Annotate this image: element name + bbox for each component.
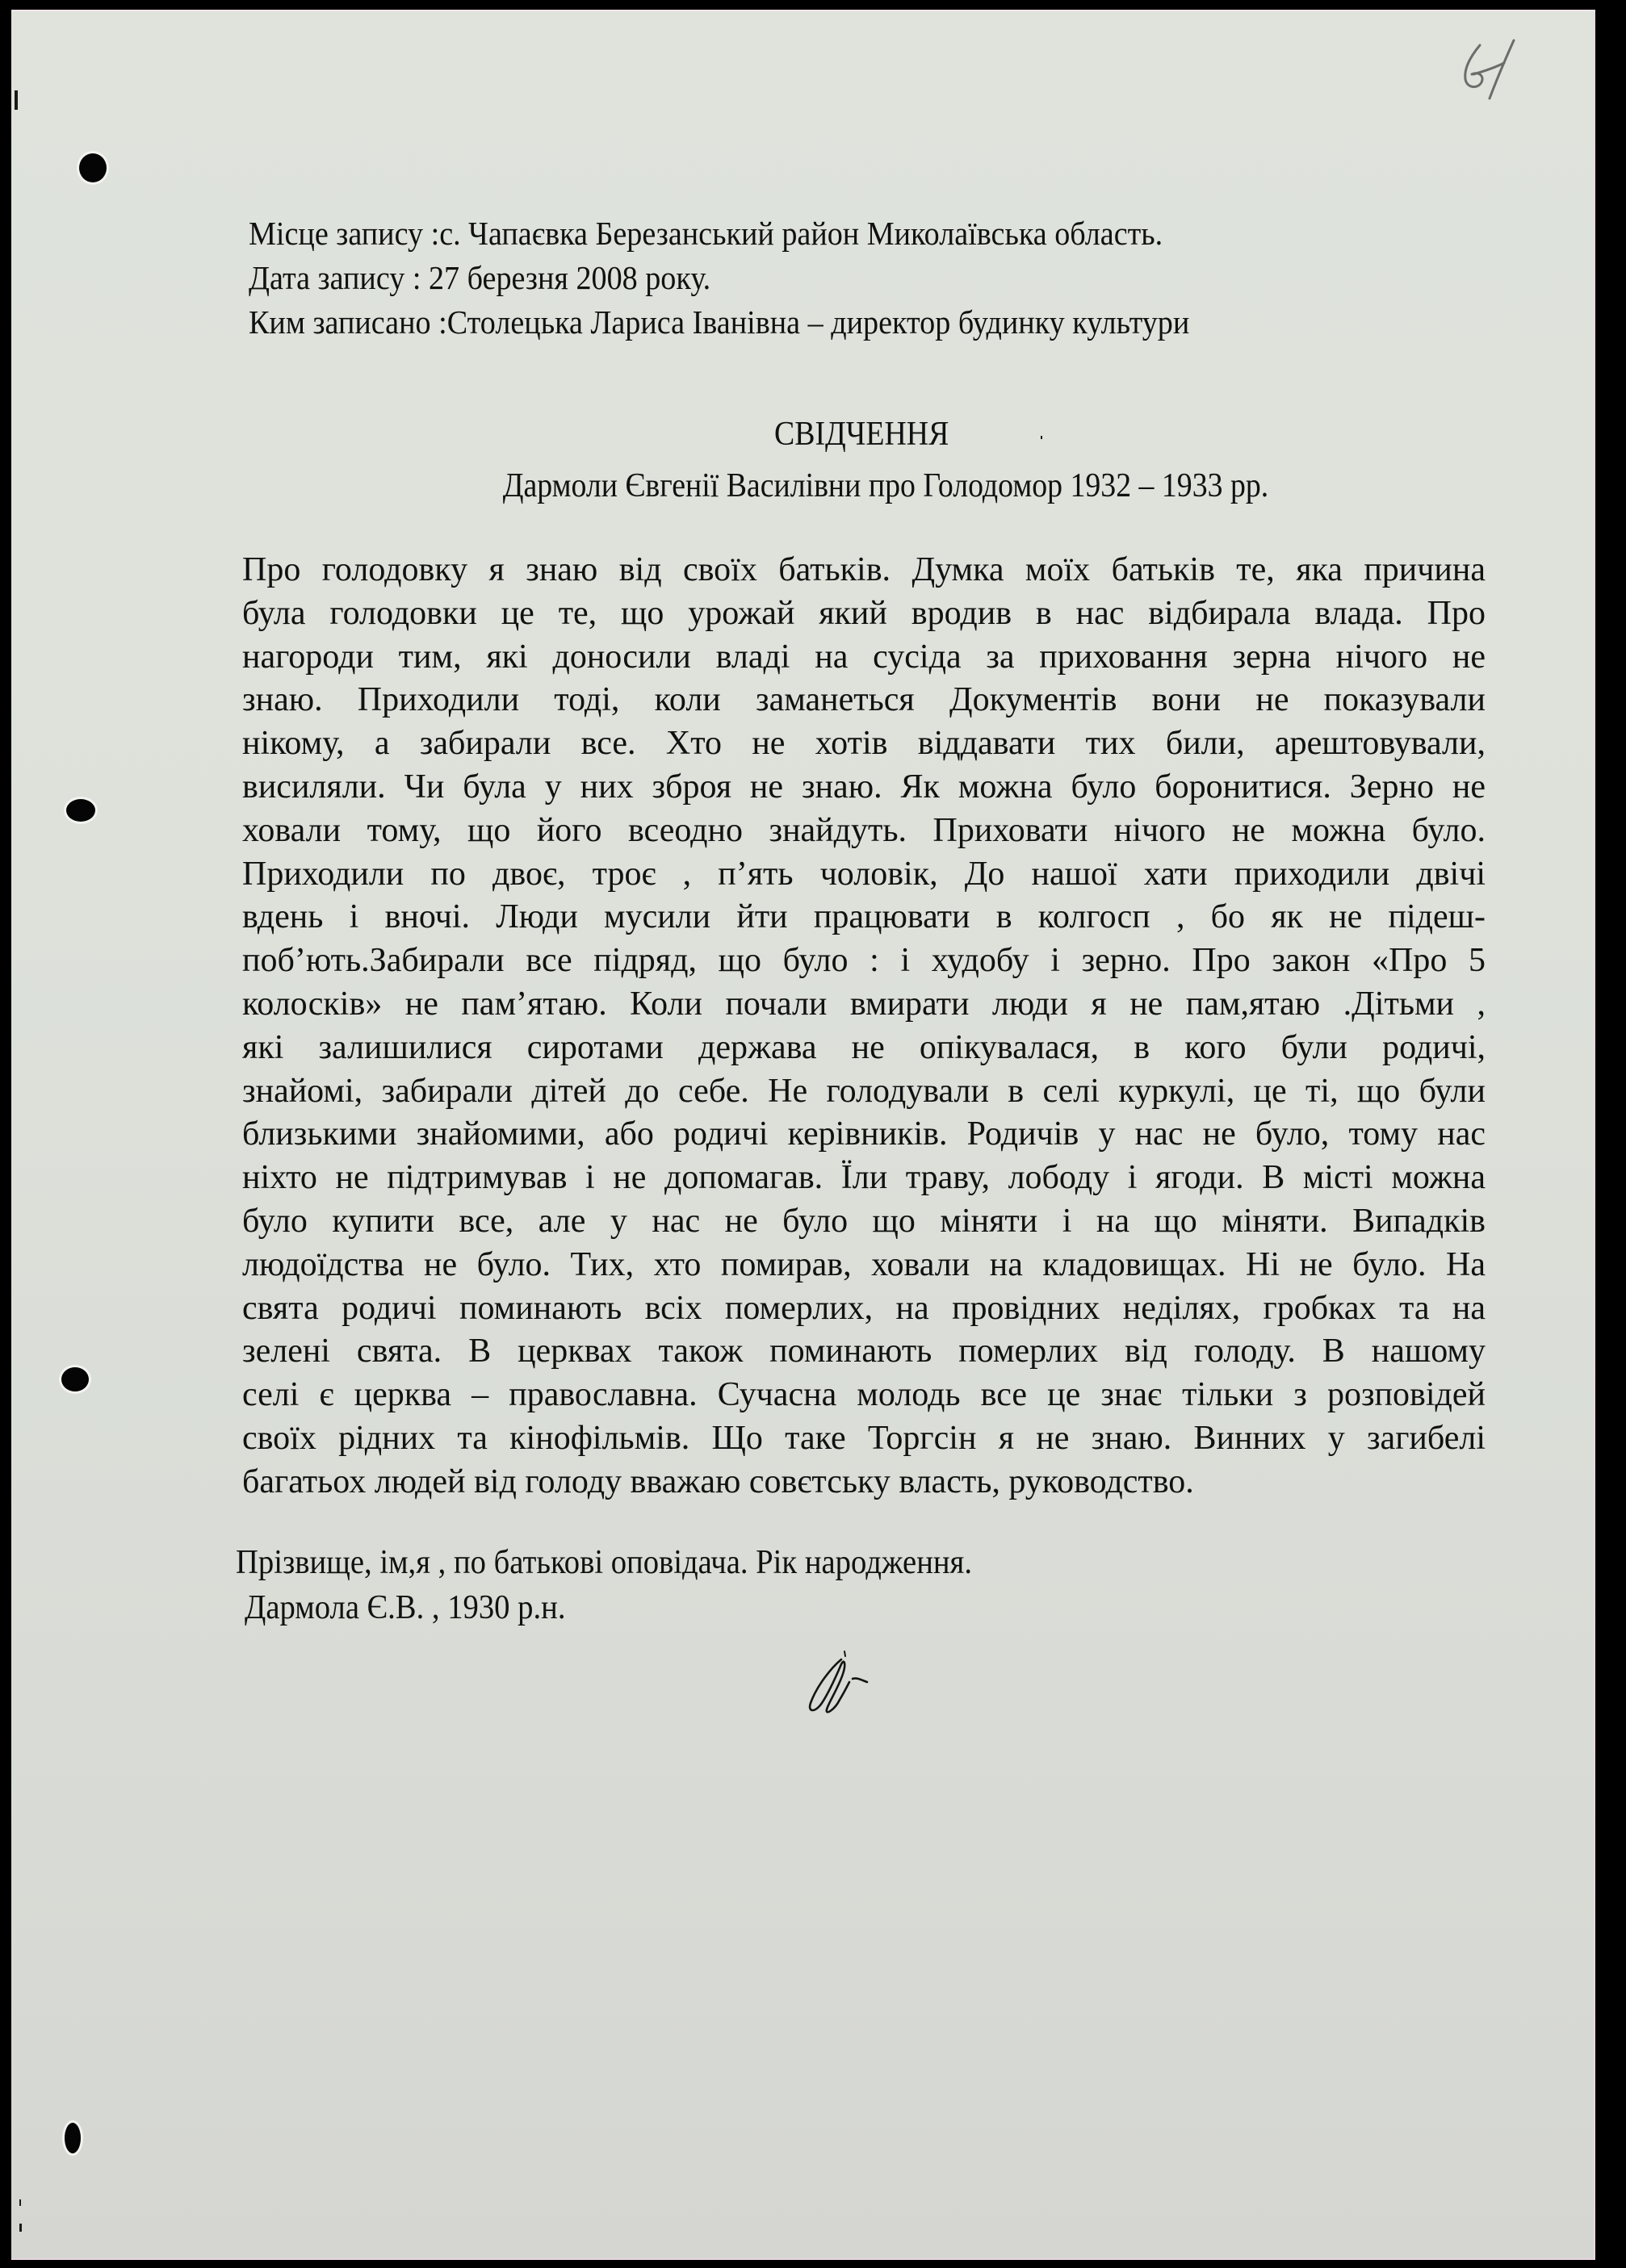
signature-icon	[799, 1647, 888, 1719]
document-title	[0, 415, 1626, 454]
record-place: Місце запису :с. Чапаєвка Березанський район Миколаївська область.	[249, 215, 1163, 252]
body-line: поб’ють.Забирали все підряд, що було : і худобу і зерно. Про закон «Про 5	[242, 942, 1486, 980]
body-line: селі є церква – православна. Сучасна молодь все це знає тільки з розповідей	[242, 1376, 1486, 1414]
narrator-info	[236, 1540, 972, 1630]
body-line: нікому, а забирали все. Хто не хотів віддавати тих били, арештовували,	[242, 725, 1486, 763]
body-line: які залишилися сиротами держава не опікувалася, в кого були родичі,	[242, 1028, 1486, 1066]
document-subtitle-text: Дармоли Євгенії Василівни про Голодомор 1932 – 1933 рр.	[502, 467, 1269, 504]
body-line: була голодовки це те, що урожай який вродив в нас відбирала влада. Про	[242, 594, 1486, 632]
scan-speck	[19, 2199, 21, 2206]
body-line: нагороди тим, які доносили владі на сусіда за приховання зерна нічого не	[242, 638, 1486, 676]
body-line: ніхто не підтримував і не допомагав. Їли траву, лободу і ягоди. В місті можна	[242, 1159, 1486, 1197]
narrator-label: Прізвище, ім,я , по батькові оповідача. Рік народження.	[236, 1544, 972, 1581]
body-line: багатьох людей від голоду вважаю совєтську власть, руководство.	[242, 1462, 1194, 1500]
body-line: свята родичі поминають всіх померлих, на провідних неділях, гробках та на	[242, 1289, 1486, 1327]
recorded-by: Ким записано :Столецька Лариса Іванівна – директор будинку культури	[249, 303, 1190, 341]
punch-hole-icon	[79, 153, 107, 182]
narrator-value: Дармола Є.В. , 1930 р.н.	[245, 1589, 566, 1626]
scan-speck	[15, 90, 18, 110]
body-line: своїх рідних та кінофільмів. Що таке Торгсін я не знаю. Винних у загибелі	[242, 1419, 1486, 1457]
punch-hole-icon	[65, 2123, 81, 2153]
body-line: колосків» не пам’ятаю. Коли почали вмирати люди я не пам,ятаю .Дітьми ,	[242, 985, 1486, 1023]
body-line: вдень і вночі. Люди мусили йти працювати в колгосп , бо як не підеш-	[242, 898, 1486, 936]
document-title-text: СВІДЧЕННЯ	[773, 416, 949, 453]
record-metadata	[249, 211, 1189, 345]
body-line: було купити все, але у нас не було що міняти і на що міняти. Випадків	[242, 1202, 1486, 1240]
punch-hole-icon	[66, 799, 95, 822]
body-line: висиляли. Чи була у них зброя не знаю. Як можна було боронитися. Зерно не	[242, 768, 1486, 806]
document-subtitle	[0, 467, 1626, 505]
body-line: людоїдства не було. Тих, хто помирав, ховали на кладовищах. Ні не було. На	[242, 1245, 1486, 1283]
body-line: Про голодовку я знаю від своїх батьків. Думка моїх батьків те, яка причина	[242, 551, 1486, 588]
body-line: ховали тому, що його всеодно знайдуть. Приховати нічого не можна було.	[242, 811, 1486, 849]
body-line: зелені свята. В церквах також поминають померлих від голоду. В нашому	[242, 1333, 1486, 1370]
page-number-handwritten-icon	[1457, 39, 1530, 103]
body-line: Приходили по двоє, троє , п’ять чоловік, До нашої хати приходили двічі	[242, 855, 1486, 893]
testimony-body	[242, 549, 1486, 1504]
body-line: знайомі, забирали дітей до себе. Не голодували в селі куркулі, це ті, що були	[242, 1072, 1486, 1110]
body-line: близькими знайомими, або родичі керівників. Родичів у нас не було, тому нас	[242, 1115, 1486, 1153]
punch-hole-icon	[61, 1367, 89, 1391]
scan-speck	[19, 2224, 22, 2232]
record-date: Дата запису : 27 березня 2008 року.	[249, 259, 711, 296]
body-line: знаю. Приходили тоді, коли заманеться Документів вони не показували	[242, 681, 1486, 719]
